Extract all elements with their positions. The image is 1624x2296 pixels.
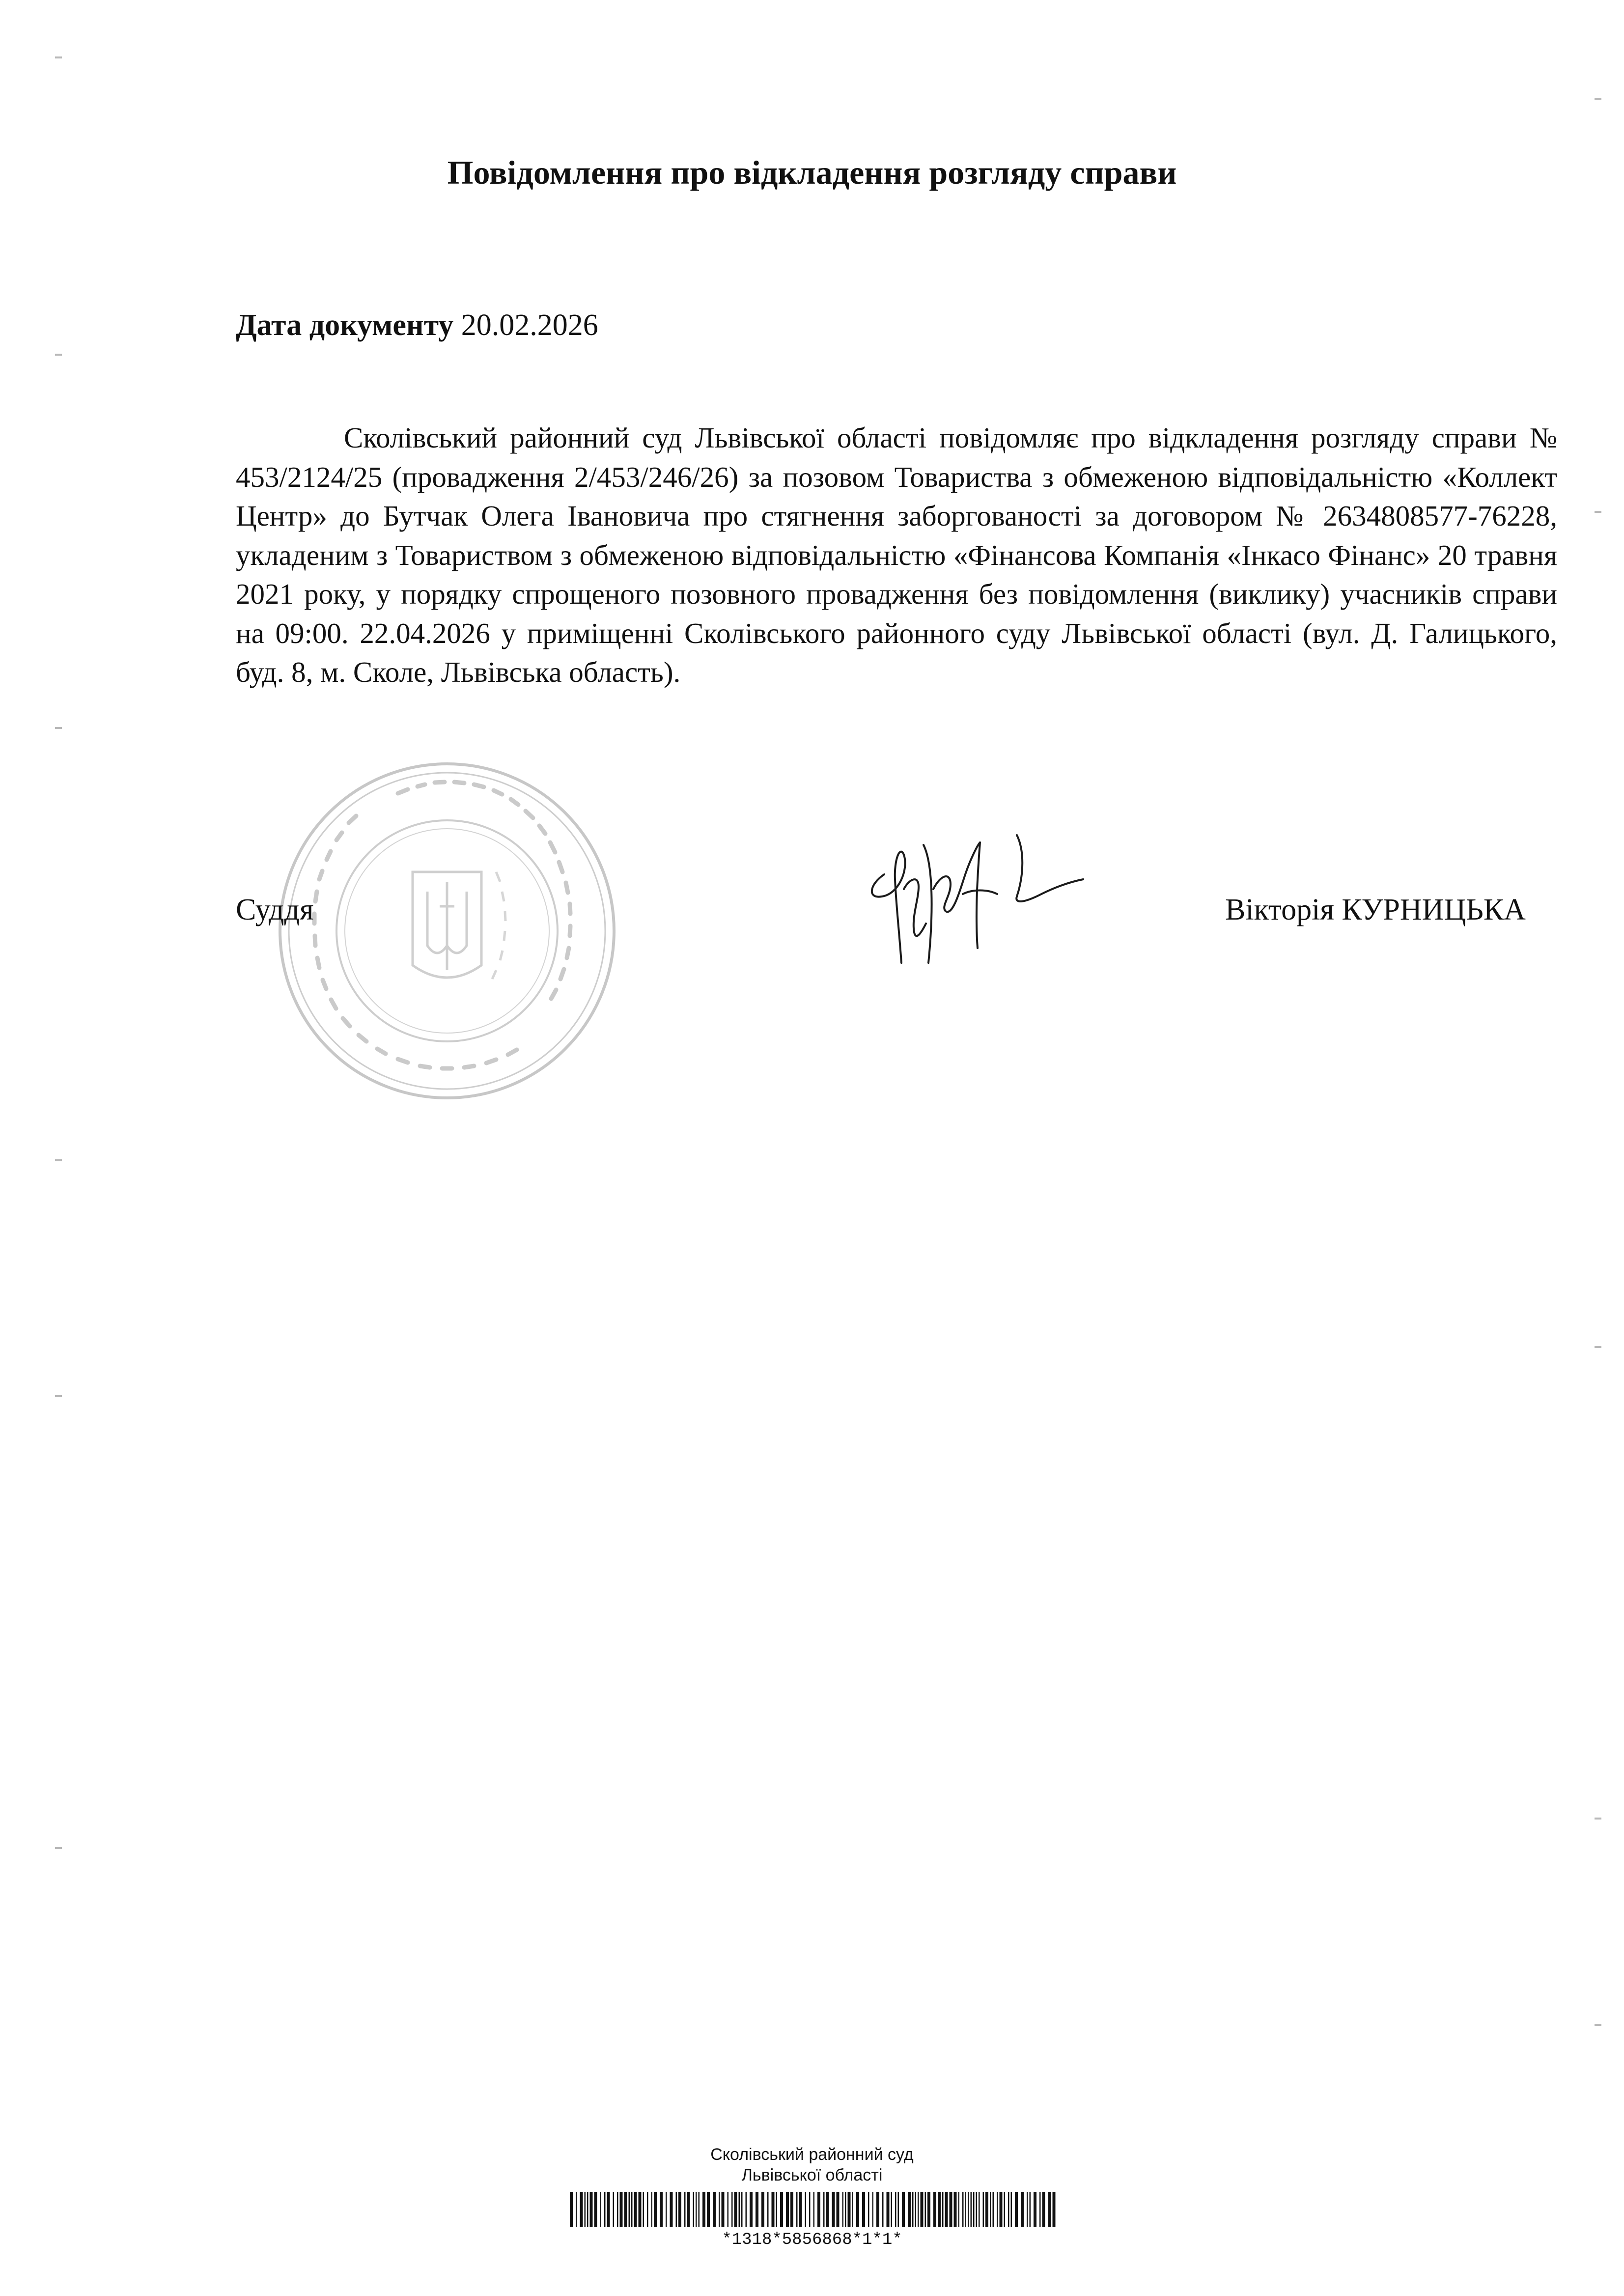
- scan-mark: [1595, 1346, 1601, 1348]
- scan-mark: [55, 56, 62, 58]
- footer-court-line2: Львівської області: [741, 2166, 883, 2184]
- document-date-value: 20.02.2026: [461, 308, 598, 342]
- signature: [855, 815, 1091, 978]
- signer-role: Суддя: [236, 893, 314, 926]
- scan-mark: [1595, 2024, 1601, 2026]
- footer-court-name: [0, 2144, 1624, 2185]
- scan-mark: [55, 1847, 62, 1849]
- document-body: Сколівський районний суд Львівської області повідомляє про відкладення розгляду справи № 453/2124/25 (провадження 2/453/246/26) за позовом Товариства з обмеженою відповідальністю «Коллект Центр» до Бутчак Олега Івановича про стягнення заборгованості за договором № 2634808577-76228, укладеним з Товариством з обмеженою відповідальністю «Фінансова Компанія «Інкасо Фінанс» 20 травня 2021 року, у порядку спрощеного позовного провадження без повідомлення (виклику) учасників справи на 09:00. 22.04.2026 у приміщенні Сколівського районного суду Львівської області (вул. Д. Галицького, буд. 8, м. Сколе, Львівська область).: [236, 421, 1557, 688]
- scan-mark: [55, 1395, 62, 1397]
- scan-mark: [55, 354, 62, 356]
- document-date: [236, 306, 598, 345]
- document-date-label: Дата документу: [236, 308, 454, 342]
- scan-mark: [1595, 98, 1601, 100]
- footer-court-line1: Сколівський районний суд: [710, 2145, 914, 2164]
- scan-mark: [1595, 1818, 1601, 1820]
- scan-mark: [55, 1159, 62, 1161]
- judge-name: Вікторія КУРНИЦЬКА: [1225, 893, 1526, 926]
- scan-mark: [55, 727, 62, 729]
- barcode-text: *1318*5856868*1*1*: [722, 2231, 902, 2249]
- official-seal: [265, 759, 629, 1103]
- document-title: Повідомлення про відкладення розгляду справи: [447, 154, 1177, 191]
- barcode: [570, 2192, 1056, 2227]
- scan-mark: [1595, 511, 1601, 513]
